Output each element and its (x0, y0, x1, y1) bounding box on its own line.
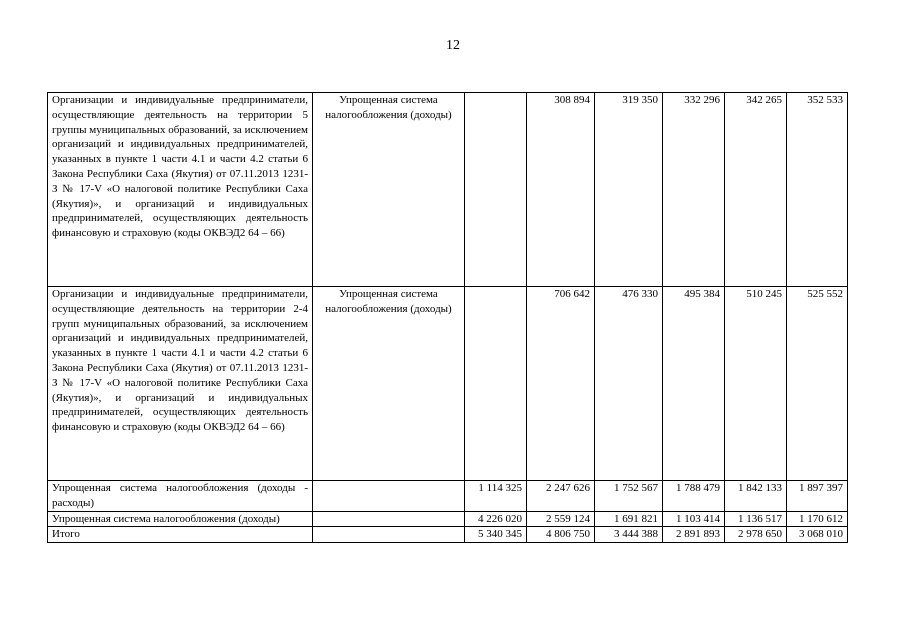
value-cell: 510 245 (725, 287, 787, 481)
table-row (48, 93, 848, 287)
tax-regime-cell (313, 481, 465, 512)
page-number: 12 (446, 38, 460, 53)
value-cell (465, 287, 527, 481)
value-cell: 1 103 414 (663, 511, 725, 527)
value-cell: 3 068 010 (787, 527, 848, 543)
value-cell: 4 226 020 (465, 511, 527, 527)
value-cell: 2 559 124 (527, 511, 595, 527)
value-cell: 308 894 (527, 93, 595, 287)
value-cell: 3 444 388 (595, 527, 663, 543)
tax-regime-cell (313, 527, 465, 543)
value-cell: 1 136 517 (725, 511, 787, 527)
value-cell: 1 788 479 (663, 481, 725, 512)
value-cell: 495 384 (663, 287, 725, 481)
value-cell: 1 114 325 (465, 481, 527, 512)
value-cell: 1 842 133 (725, 481, 787, 512)
taxpayer-category-cell: Упрощенная система налогообложения (доходы - расходы) (48, 481, 313, 512)
value-cell: 1 897 397 (787, 481, 848, 512)
taxpayer-category-cell: Организации и индивидуальные предприниматели, осуществляющие деятельность на территории 5 группы муниципальных образований, за исключением организаций и индивидуальных предпринимателей, указанных в пункте 1 части 4.1 и части 4.2 статьи 6 Закона Республики Саха (Якутия) от 07.11.2013 1231-З № 17-V «О налоговой политике Республики Саха (Якутия)», и организаций и индивидуальных предпринимателей, осуществляющих деятельность финансовую и страховую (коды ОКВЭД2 64 – 66) (48, 93, 313, 287)
value-cell: 525 552 (787, 287, 848, 481)
value-cell: 1 691 821 (595, 511, 663, 527)
value-cell: 1 752 567 (595, 481, 663, 512)
table-row (48, 511, 848, 527)
value-cell: 2 891 893 (663, 527, 725, 543)
value-cell (465, 93, 527, 287)
table-row-total (48, 527, 848, 543)
table-row (48, 481, 848, 512)
value-cell: 5 340 345 (465, 527, 527, 543)
taxpayer-category-cell: Упрощенная система налогообложения (доходы) (48, 511, 313, 527)
tax-regime-cell: Упрощенная система налогообложения (доходы) (313, 287, 465, 481)
value-cell: 476 330 (595, 287, 663, 481)
total-label-cell: Итого (48, 527, 313, 543)
value-cell: 2 247 626 (527, 481, 595, 512)
value-cell: 2 978 650 (725, 527, 787, 543)
tax-revenue-table (47, 92, 848, 543)
value-cell: 342 265 (725, 93, 787, 287)
tax-regime-cell: Упрощенная система налогообложения (доходы) (313, 93, 465, 287)
value-cell: 706 642 (527, 287, 595, 481)
value-cell: 4 806 750 (527, 527, 595, 543)
value-cell: 1 170 612 (787, 511, 848, 527)
value-cell: 352 533 (787, 93, 848, 287)
table-row (48, 287, 848, 481)
value-cell: 319 350 (595, 93, 663, 287)
taxpayer-category-cell: Организации и индивидуальные предприниматели, осуществляющие деятельность на территории 2-4 групп муниципальных образований, за исключением организаций и индивидуальных предпринимателей, указанных в пункте 1 части 4.1 и части 4.2 статьи 6 Закона Республики Саха (Якутия) от 07.11.2013 1231-З № 17-V «О налоговой политике Республики Саха (Якутия)», и организаций и индивидуальных предпринимателей, осуществляющих деятельность финансовую и страховую (коды ОКВЭД2 64 – 66) (48, 287, 313, 481)
tax-regime-cell (313, 511, 465, 527)
value-cell: 332 296 (663, 93, 725, 287)
